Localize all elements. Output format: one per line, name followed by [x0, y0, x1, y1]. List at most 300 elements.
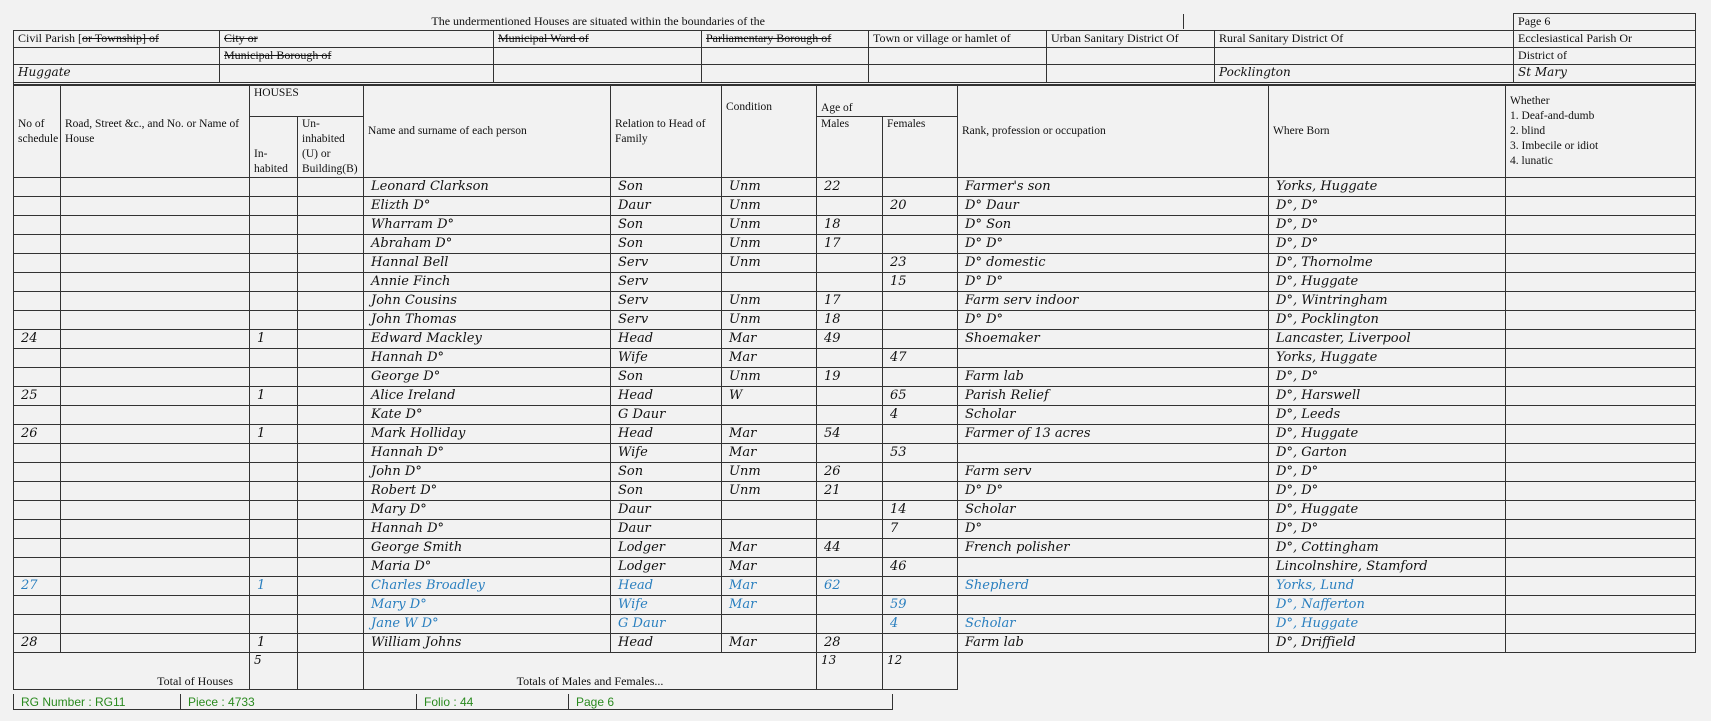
occupation-cell: Scholar [958, 615, 1269, 634]
schedule-cell [14, 501, 61, 520]
name-cell: Elizth D° [364, 197, 611, 216]
females-col-header: Females [883, 117, 958, 178]
uninhabited-cell [298, 292, 364, 311]
table-row [14, 254, 1696, 273]
females-cell [883, 482, 958, 501]
road-cell [61, 254, 250, 273]
whether-cell [1506, 292, 1696, 311]
relation-cell: G Daur [611, 406, 722, 425]
born-cell: Lincolnshire, Stamford [1269, 558, 1506, 577]
table-row [14, 501, 1696, 520]
table-row [14, 615, 1696, 634]
table-row [14, 406, 1696, 425]
schedule-cell [14, 292, 61, 311]
whether-cell [1506, 463, 1696, 482]
name-cell: George Smith [364, 539, 611, 558]
name-cell: Mary D° [364, 596, 611, 615]
schedule-cell [14, 254, 61, 273]
relation-cell: Head [611, 577, 722, 596]
totals-row [14, 653, 1696, 690]
name-cell: Charles Broadley [364, 577, 611, 596]
inhabited-cell [250, 368, 298, 387]
relation-cell: G Daur [611, 615, 722, 634]
females-cell: 4 [883, 615, 958, 634]
condition-cell: Unm [722, 235, 817, 254]
road-cell [61, 197, 250, 216]
born-cell: D°, Garton [1269, 444, 1506, 463]
inhabited-col-header: In-habited [250, 117, 298, 178]
condition-col-header: Condition [722, 86, 817, 178]
name-cell: John Cousins [364, 292, 611, 311]
males-cell: 17 [817, 235, 883, 254]
condition-cell [722, 520, 817, 539]
born-cell: D°, Huggate [1269, 273, 1506, 292]
table-row [14, 292, 1696, 311]
whether-cell [1506, 444, 1696, 463]
road-cell [61, 330, 250, 349]
females-cell: 23 [883, 254, 958, 273]
total-houses-label: Total of Houses [14, 653, 250, 690]
males-cell: 26 [817, 463, 883, 482]
born-cell: D°, D° [1269, 235, 1506, 254]
relation-cell: Daur [611, 520, 722, 539]
condition-cell: Mar [722, 444, 817, 463]
males-cell [817, 197, 883, 216]
females-cell: 15 [883, 273, 958, 292]
born-cell: D°, Huggate [1269, 615, 1506, 634]
males-cell [817, 349, 883, 368]
condition-cell: Unm [722, 178, 817, 197]
whether-cell [1506, 558, 1696, 577]
relation-cell: Wife [611, 444, 722, 463]
folio-number: Folio : 44 [417, 694, 569, 709]
males-cell [817, 615, 883, 634]
condition-cell: Unm [722, 311, 817, 330]
whether-cell [1506, 387, 1696, 406]
whether-cell [1506, 425, 1696, 444]
name-cell: Hannah D° [364, 520, 611, 539]
condition-cell [722, 406, 817, 425]
road-cell [61, 235, 250, 254]
females-cell: 7 [883, 520, 958, 539]
born-cell: Yorks, Lund [1269, 577, 1506, 596]
whether-cell [1506, 368, 1696, 387]
schedule-cell [14, 596, 61, 615]
name-cell: George D° [364, 368, 611, 387]
relation-col-header: Relation to Head of Family [611, 86, 722, 178]
occupation-cell: D° Son [958, 216, 1269, 235]
uninhabited-cell [298, 330, 364, 349]
inhabited-cell: 1 [250, 425, 298, 444]
females-cell [883, 577, 958, 596]
condition-cell: Mar [722, 577, 817, 596]
road-cell [61, 501, 250, 520]
whether-col-header: Whether 1. Deaf-and-dumb 2. blind 3. Imbecile or idiot 4. lunatic [1506, 86, 1696, 178]
uninhabited-cell [298, 444, 364, 463]
occupation-cell: Shepherd [958, 577, 1269, 596]
boundary-header-table [13, 13, 1696, 85]
whether-cell [1506, 634, 1696, 653]
uninhabited-cell [298, 520, 364, 539]
born-cell: D°, D° [1269, 197, 1506, 216]
town-village-label: Town or village or hamlet of [869, 31, 1047, 48]
inhabited-cell [250, 501, 298, 520]
table-row [14, 539, 1696, 558]
schedule-cell [14, 406, 61, 425]
uninhabited-cell [298, 615, 364, 634]
uninhabited-cell [298, 463, 364, 482]
females-cell [883, 311, 958, 330]
table-row [14, 368, 1696, 387]
relation-cell: Head [611, 425, 722, 444]
schedule-cell: 27 [14, 577, 61, 596]
females-cell: 4 [883, 406, 958, 425]
occupation-cell: Parish Relief [958, 387, 1269, 406]
schedule-cell [14, 216, 61, 235]
uninhabited-cell [298, 197, 364, 216]
males-cell [817, 596, 883, 615]
road-col-header: Road, Street &c., and No. or Name of House [61, 86, 250, 178]
name-cell: Kate D° [364, 406, 611, 425]
females-cell: 14 [883, 501, 958, 520]
schedule-cell: 26 [14, 425, 61, 444]
occupation-cell: D° Daur [958, 197, 1269, 216]
condition-cell: Unm [722, 292, 817, 311]
name-cell: Wharram D° [364, 216, 611, 235]
inhabited-cell [250, 178, 298, 197]
born-cell: D°, Huggate [1269, 425, 1506, 444]
occupation-cell: Farm serv indoor [958, 292, 1269, 311]
whether-cell [1506, 178, 1696, 197]
condition-cell: Mar [722, 558, 817, 577]
relation-cell: Serv [611, 292, 722, 311]
schedule-cell [14, 463, 61, 482]
males-cell [817, 273, 883, 292]
road-cell [61, 634, 250, 653]
table-row [14, 558, 1696, 577]
ecclesiastical-parish-label: Ecclesiastical Parish Or [1514, 31, 1696, 48]
city-label: City or [220, 31, 494, 48]
males-cell [817, 387, 883, 406]
born-cell: D°, Nafferton [1269, 596, 1506, 615]
road-cell [61, 482, 250, 501]
rg-number: RG Number : RG11 [14, 694, 181, 709]
males-cell [817, 520, 883, 539]
parliamentary-borough-label: Parliamentary Borough of [702, 31, 869, 48]
females-cell: 47 [883, 349, 958, 368]
road-cell [61, 577, 250, 596]
name-cell: William Johns [364, 634, 611, 653]
males-cell [817, 406, 883, 425]
born-cell: Lancaster, Liverpool [1269, 330, 1506, 349]
inhabited-cell: 1 [250, 577, 298, 596]
road-cell [61, 292, 250, 311]
born-cell: D°, D° [1269, 520, 1506, 539]
houses-col-header: HOUSES [250, 86, 364, 117]
females-cell [883, 539, 958, 558]
inhabited-cell [250, 197, 298, 216]
uninhabited-col-header: Un-inhabited (U) or Building(B) [298, 117, 364, 178]
occupation-cell: D° domestic [958, 254, 1269, 273]
females-cell: 46 [883, 558, 958, 577]
whether-cell [1506, 501, 1696, 520]
females-cell [883, 235, 958, 254]
relation-cell: Son [611, 216, 722, 235]
relation-cell: Son [611, 178, 722, 197]
inhabited-cell [250, 615, 298, 634]
condition-cell: Mar [722, 349, 817, 368]
occupation-cell: D° D° [958, 311, 1269, 330]
females-cell [883, 463, 958, 482]
relation-cell: Head [611, 634, 722, 653]
males-cell [817, 444, 883, 463]
municipal-borough-label: Municipal Borough of [220, 48, 494, 65]
table-row [14, 596, 1696, 615]
schedule-col-header: No of schedule [14, 86, 61, 178]
occupation-cell: D° D° [958, 235, 1269, 254]
inhabited-cell: 1 [250, 634, 298, 653]
schedule-cell [14, 539, 61, 558]
page-number: Page 6 [576, 695, 615, 709]
born-cell: D°, Wintringham [1269, 292, 1506, 311]
schedule-cell [14, 273, 61, 292]
occupation-cell: D° D° [958, 273, 1269, 292]
uninhabited-cell [298, 311, 364, 330]
condition-cell: Mar [722, 539, 817, 558]
uninhabited-cell [298, 425, 364, 444]
uninhabited-cell [298, 178, 364, 197]
schedule-cell: 25 [14, 387, 61, 406]
males-cell: 19 [817, 368, 883, 387]
occupation-cell: Scholar [958, 501, 1269, 520]
whether-cell [1506, 615, 1696, 634]
born-cell: D°, D° [1269, 216, 1506, 235]
whether-cell [1506, 577, 1696, 596]
uninhabited-cell [298, 216, 364, 235]
condition-cell: Unm [722, 197, 817, 216]
condition-cell: Mar [722, 634, 817, 653]
ecclesiastical-parish-value: St Mary [1514, 65, 1696, 83]
table-row [14, 311, 1696, 330]
name-cell: Edward Mackley [364, 330, 611, 349]
reference-footer [13, 694, 893, 710]
relation-cell: Lodger [611, 539, 722, 558]
males-cell: 62 [817, 577, 883, 596]
schedule-cell: 28 [14, 634, 61, 653]
females-cell: 65 [883, 387, 958, 406]
road-cell [61, 273, 250, 292]
relation-cell: Son [611, 235, 722, 254]
males-cell: 18 [817, 216, 883, 235]
inhabited-cell [250, 463, 298, 482]
occupation-col-header: Rank, profession or occupation [958, 86, 1269, 178]
road-cell [61, 216, 250, 235]
road-cell [61, 463, 250, 482]
name-cell: Annie Finch [364, 273, 611, 292]
table-row [14, 273, 1696, 292]
females-cell [883, 330, 958, 349]
occupation-cell: French polisher [958, 539, 1269, 558]
name-cell: Abraham D° [364, 235, 611, 254]
females-cell [883, 178, 958, 197]
born-cell: D°, Thornolme [1269, 254, 1506, 273]
males-col-header: Males [817, 117, 883, 178]
condition-cell [722, 273, 817, 292]
relation-cell: Head [611, 387, 722, 406]
schedule-cell [14, 615, 61, 634]
age-col-header: Age of [817, 86, 958, 117]
inhabited-cell [250, 444, 298, 463]
females-cell [883, 634, 958, 653]
males-cell [817, 558, 883, 577]
born-cell: D°, Cottingham [1269, 539, 1506, 558]
uninhabited-cell [298, 254, 364, 273]
census-entries-table [13, 85, 1696, 690]
total-mf-label: Totals of Males and Females... [364, 653, 817, 690]
inhabited-cell [250, 273, 298, 292]
table-row [14, 482, 1696, 501]
relation-cell: Daur [611, 197, 722, 216]
uninhabited-cell [298, 634, 364, 653]
females-cell [883, 425, 958, 444]
females-cell [883, 292, 958, 311]
rural-sanitary-label: Rural Sanitary District Of [1215, 31, 1514, 48]
civil-parish-value: Huggate [14, 65, 220, 83]
schedule-cell [14, 558, 61, 577]
urban-sanitary-label: Urban Sanitary District Of [1047, 31, 1215, 48]
born-cell: D°, D° [1269, 368, 1506, 387]
schedule-cell [14, 482, 61, 501]
road-cell [61, 406, 250, 425]
relation-cell: Lodger [611, 558, 722, 577]
road-cell [61, 615, 250, 634]
uninhabited-cell [298, 235, 364, 254]
inhabited-cell [250, 520, 298, 539]
inhabited-cell [250, 406, 298, 425]
males-cell: 17 [817, 292, 883, 311]
district-of-label: District of [1514, 48, 1696, 65]
occupation-cell: Farmer's son [958, 178, 1269, 197]
condition-cell: Unm [722, 254, 817, 273]
whether-cell [1506, 216, 1696, 235]
uninhabited-cell [298, 501, 364, 520]
condition-cell: Mar [722, 425, 817, 444]
inhabited-cell [250, 596, 298, 615]
whether-cell [1506, 349, 1696, 368]
relation-cell: Son [611, 368, 722, 387]
born-cell: D°, Driffield [1269, 634, 1506, 653]
born-cell: D°, Pocklington [1269, 311, 1506, 330]
inhabited-cell [250, 539, 298, 558]
males-cell: 28 [817, 634, 883, 653]
relation-cell: Daur [611, 501, 722, 520]
relation-cell: Son [611, 482, 722, 501]
uninhabited-cell [298, 558, 364, 577]
whether-cell [1506, 596, 1696, 615]
table-row [14, 444, 1696, 463]
relation-cell: Serv [611, 273, 722, 292]
born-col-header: Where Born [1269, 86, 1506, 178]
occupation-cell [958, 558, 1269, 577]
table-row [14, 197, 1696, 216]
whether-cell [1506, 330, 1696, 349]
males-cell [817, 501, 883, 520]
whether-cell [1506, 539, 1696, 558]
road-cell [61, 596, 250, 615]
condition-cell: W [722, 387, 817, 406]
whether-cell [1506, 235, 1696, 254]
name-cell: Mary D° [364, 501, 611, 520]
inhabited-cell [250, 235, 298, 254]
occupation-cell: Farm serv [958, 463, 1269, 482]
road-cell [61, 425, 250, 444]
name-cell: Alice Ireland [364, 387, 611, 406]
whether-cell [1506, 482, 1696, 501]
road-cell [61, 558, 250, 577]
road-cell [61, 178, 250, 197]
page-number-label: Page 6 [1514, 14, 1696, 31]
civil-parish-label: Civil Parish [or Township] of [14, 31, 220, 48]
name-cell: Hannah D° [364, 444, 611, 463]
road-cell [61, 444, 250, 463]
name-cell: Leonard Clarkson [364, 178, 611, 197]
occupation-cell: D° D° [958, 482, 1269, 501]
born-cell: D°, Harswell [1269, 387, 1506, 406]
schedule-cell [14, 349, 61, 368]
females-cell [883, 368, 958, 387]
boundary-caption: The undermentioned Houses are situated within the boundaries of the [431, 13, 765, 28]
uninhabited-cell [298, 577, 364, 596]
relation-cell: Head [611, 330, 722, 349]
road-cell [61, 349, 250, 368]
table-row [14, 178, 1696, 197]
table-row [14, 463, 1696, 482]
table-row [14, 387, 1696, 406]
condition-cell [722, 615, 817, 634]
males-cell: 18 [817, 311, 883, 330]
uninhabited-cell [298, 387, 364, 406]
occupation-cell [958, 596, 1269, 615]
schedule-cell [14, 197, 61, 216]
name-cell: Hannal Bell [364, 254, 611, 273]
table-row [14, 330, 1696, 349]
name-cell: Jane W D° [364, 615, 611, 634]
name-cell: Robert D° [364, 482, 611, 501]
occupation-cell [958, 349, 1269, 368]
occupation-cell: Farm lab [958, 368, 1269, 387]
born-cell: D°, D° [1269, 482, 1506, 501]
inhabited-cell: 1 [250, 387, 298, 406]
relation-cell: Son [611, 463, 722, 482]
born-cell: D°, Huggate [1269, 501, 1506, 520]
males-cell: 21 [817, 482, 883, 501]
table-row [14, 216, 1696, 235]
table-row [14, 235, 1696, 254]
relation-cell: Serv [611, 254, 722, 273]
born-cell: Yorks, Huggate [1269, 178, 1506, 197]
whether-cell [1506, 197, 1696, 216]
males-cell [817, 254, 883, 273]
females-cell: 53 [883, 444, 958, 463]
females-cell: 20 [883, 197, 958, 216]
condition-cell: Mar [722, 330, 817, 349]
occupation-cell: Scholar [958, 406, 1269, 425]
females-cell: 59 [883, 596, 958, 615]
inhabited-cell [250, 349, 298, 368]
schedule-cell [14, 235, 61, 254]
condition-cell: Unm [722, 463, 817, 482]
condition-cell: Unm [722, 368, 817, 387]
